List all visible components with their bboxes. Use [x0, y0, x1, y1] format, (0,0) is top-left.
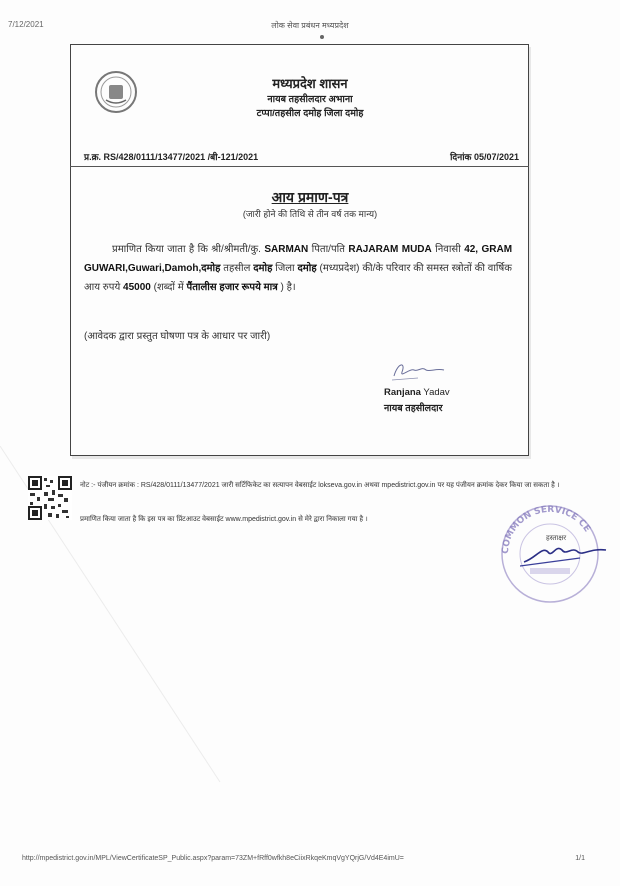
office-location: टप्पा/तहसील दमोह जिला दमोह [256, 108, 364, 119]
site-title: लोक सेवा प्रबंधन मध्यप्रदेश [271, 21, 349, 30]
printout-attestation: प्रमाणित किया जाता है कि इस पत्र का प्रिंटआउट वेबसाईट www.mpedistrict.gov.in से मेरे द्वारा निकाला गया है । [80, 516, 368, 523]
validity-note: (जारी होने की तिथि से तीन वर्ष तक मान्य) [242, 209, 378, 219]
source-url: http://mpedistrict.gov.in/MPL/ViewCertificateSP_Public.aspx?param=73ZM+fRff0wfkh8eCiixRkqeKmqVgYQrjG/Vd4E4imU= [22, 855, 404, 862]
issuing-office: नायब तहसीलदार अभाना [267, 94, 353, 105]
tehsil: दमोह [253, 263, 273, 274]
district: दमोह [297, 263, 317, 274]
reference-number: प्र.क्र. RS/428/0111/13477/2021 /बी-121/2021 [84, 152, 259, 162]
issue-basis: (आवेदक द्वारा प्रस्तुत घोषणा पत्र के आधार पर जारी) [84, 331, 271, 342]
officer-designation: नायब तहसीलदार [384, 403, 443, 414]
officer-name: Ranjana Yadav [384, 387, 450, 398]
verification-note: नोट :- पंजीयन क्रमांक : RS/428/0111/13477/2021 जारी सर्टिफिकेट का सत्यापन वेबसाईट lokseva.gov.in अथवा mpedistrict.gov.in पर यह पंजीयन क्रमांक देकर किया जा सकता है । [80, 482, 560, 489]
page-number: 1/1 [575, 855, 585, 862]
annual-income: 45000 [123, 282, 151, 293]
operator-signature [520, 534, 612, 568]
header-dot [320, 35, 324, 39]
father-name: RAJARAM MUDA [348, 244, 432, 255]
certificate-body: प्रमाणित किया जाता है कि श्री/श्रीमती/कु. SARMAN पिता/पति RAJARAM MUDA निवासी 42, GRAM GUWARI,Guwari,Damoh,दमोह तहसील दमोह जिला दमोह (मध्यप्रदेश) की/के परिवार की समस्त स्त्रोतों की वार्षिक आय रुपये 45000 (शब्दों में पैंतालीस हजार रूपये मात्र ) है। [84, 244, 513, 293]
print-date: 7/12/2021 [8, 20, 44, 29]
divider [70, 166, 529, 167]
address: 42, GRAM GUWARI,Guwari,Damoh,दमोह [84, 244, 513, 274]
signature-label: हस्ताक्षर [546, 535, 567, 542]
qr-code-icon [28, 476, 72, 520]
certificate-title: आय प्रमाण-पत्र [271, 189, 349, 205]
svg-text:COMMON SERVICE CE: COMMON SERVICE CE [500, 504, 592, 555]
issue-date: दिनांक 05/07/2021 [450, 152, 519, 162]
income-in-words: पैंतालीस हजार रूपये मात्र [186, 282, 278, 293]
government-title: मध्यप्रदेश शासन [272, 76, 348, 91]
officer-signature [388, 358, 448, 384]
applicant-name: SARMAN [264, 244, 309, 255]
